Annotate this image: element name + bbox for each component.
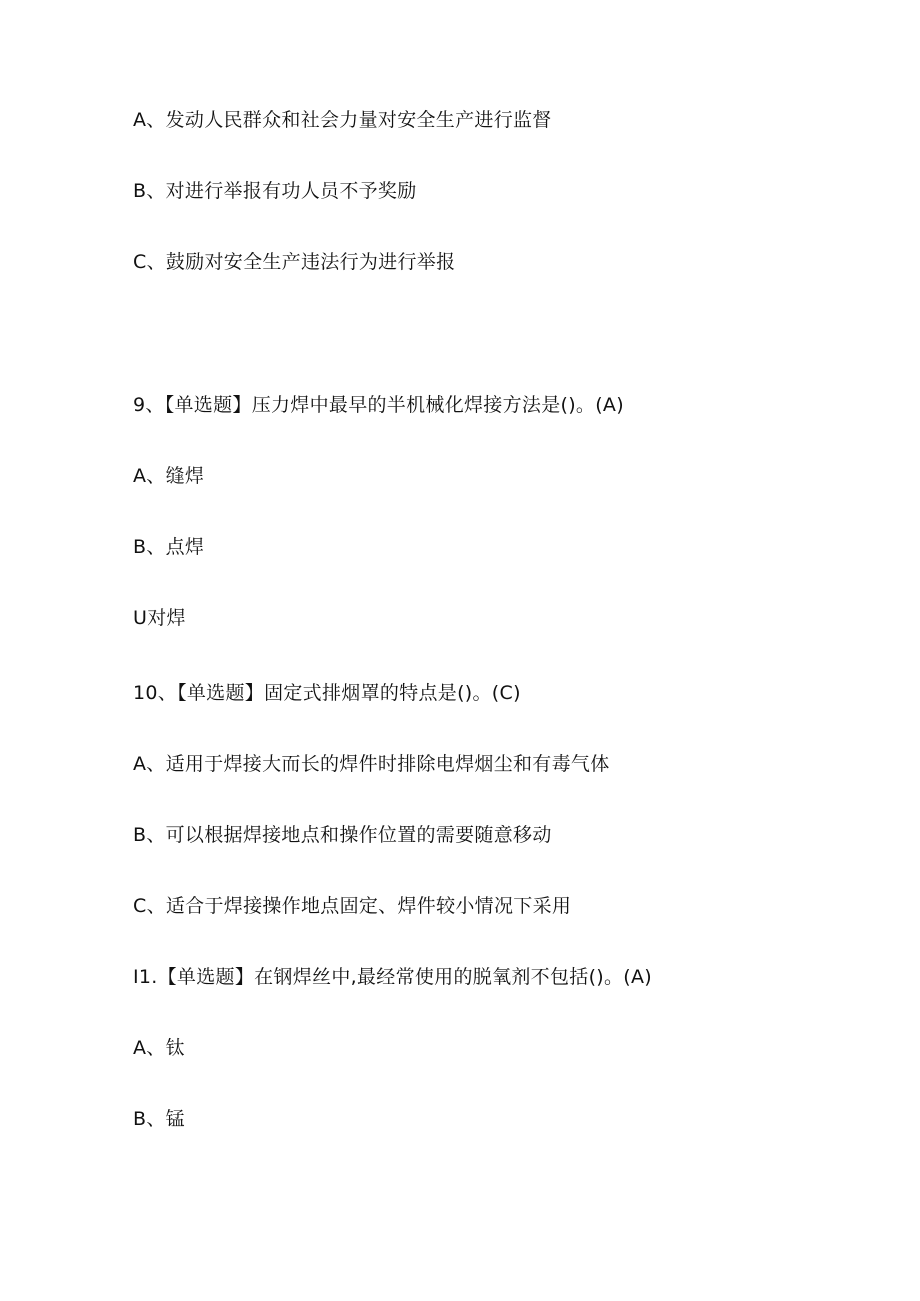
option-line: A、发动人民群众和社会力量对安全生产进行监督 [133, 109, 552, 131]
question-line: 10、【单选题】固定式排烟罩的特点是()。(C) [133, 682, 521, 704]
option-line: B、对进行举报有功人员不予奖励 [133, 180, 417, 202]
option-line: A、钛 [133, 1037, 185, 1059]
option-line: B、可以根据焊接地点和操作位置的需要随意移动 [133, 824, 552, 846]
option-line: U对焊 [133, 607, 186, 629]
option-line: C、鼓励对安全生产违法行为进行举报 [133, 251, 456, 273]
option-line: B、点焊 [133, 536, 205, 558]
question-line: I1.【单选题】在钢焊丝中,最经常使用的脱氧剂不包括()。(A) [133, 966, 653, 988]
option-line: C、适合于焊接操作地点固定、焊件较小情况下采用 [133, 895, 572, 917]
option-line: A、适用于焊接大而长的焊件时排除电焊烟尘和有毒气体 [133, 753, 610, 775]
option-line: B、锰 [133, 1108, 185, 1130]
option-line: A、缝焊 [133, 465, 205, 487]
question-line: 9、【单选题】压力焊中最早的半机械化焊接方法是()。(A) [133, 394, 624, 416]
